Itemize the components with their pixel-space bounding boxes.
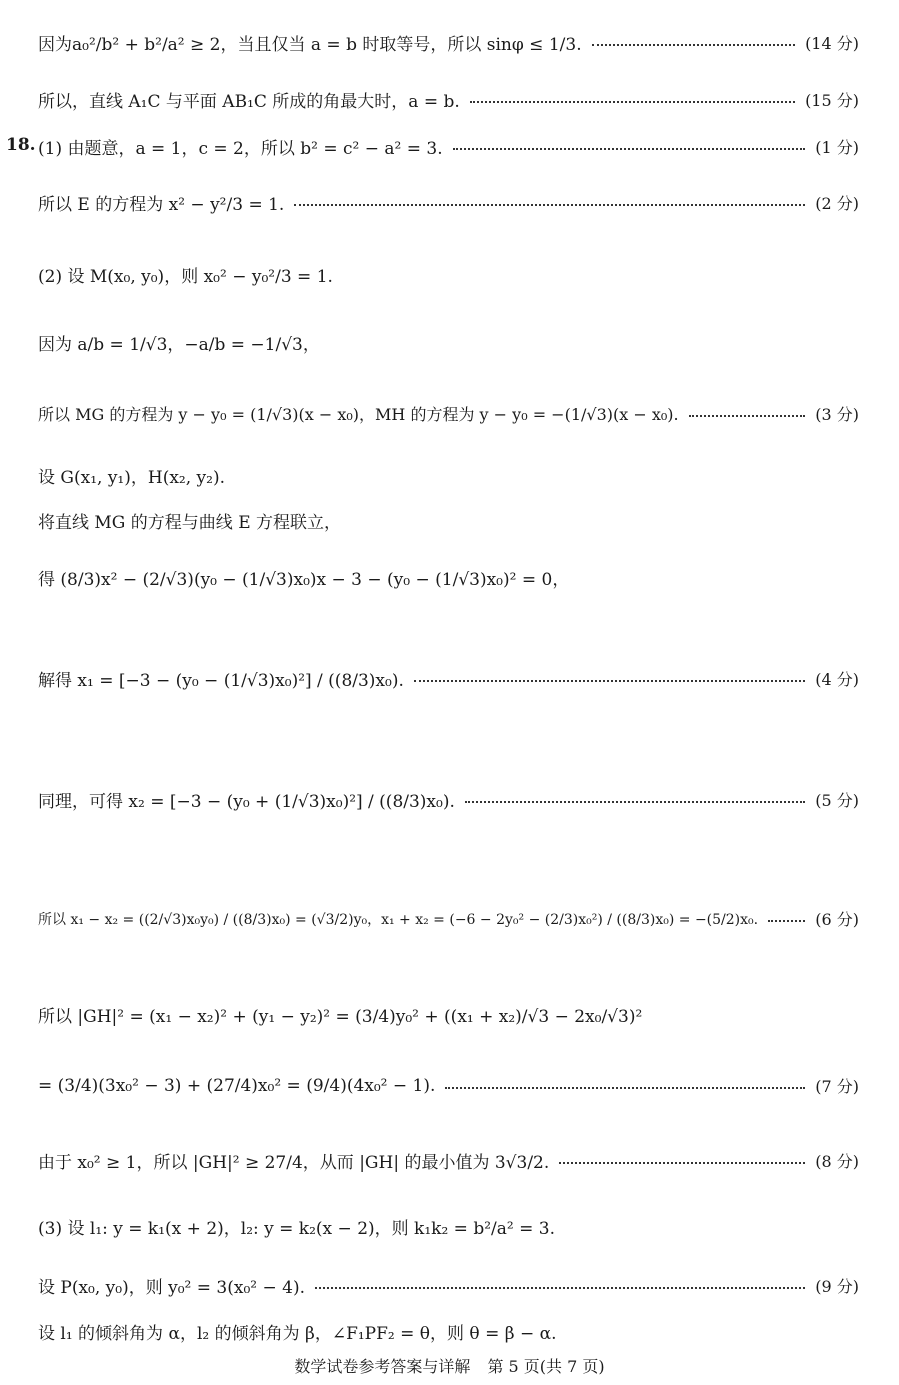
dot-leader	[559, 1162, 805, 1164]
dot-leader	[592, 44, 795, 46]
dot-leader	[453, 148, 806, 150]
score-label: (6 分)	[815, 910, 859, 929]
line-11	[38, 666, 859, 691]
line-text: 设 P(x₀, y₀)，则 y₀² = 3(x₀² − 4).	[38, 1278, 305, 1298]
line-14	[38, 1002, 859, 1027]
line-16	[38, 1148, 859, 1173]
line-text: 得 (8/3)x² − (2/√3)(y₀ − (1/√3)x₀)x − 3 − (y₀ − (1/√3)x₀)² = 0，	[38, 570, 570, 590]
score-label: (1 分)	[815, 138, 859, 157]
line-text: 因为 a/b = 1/√3，−a/b = −1/√3，	[38, 335, 320, 355]
line-text: 所以 x₁ − x₂ = ((2/√3)x₀y₀) / ((8/3)x₀) = (√3/2)y₀，x₁ + x₂ = (−6 − 2y₀² − (2/3)x₀²) / ((8/3)x₀) = −(5/2)x₀.	[38, 911, 759, 928]
line-3	[38, 134, 859, 159]
line-2	[38, 87, 859, 112]
footer-page-number: 第 5 页(共 7 页)	[487, 1357, 605, 1376]
dot-leader	[768, 920, 805, 922]
line-text: 解得 x₁ = [−3 − (y₀ − (1/√3)x₀)²] / ((8/3)x₀).	[38, 671, 404, 691]
line-text: = (3/4)(3x₀² − 3) + (27/4)x₀² = (9/4)(4x₀² − 1).	[38, 1075, 436, 1096]
line-19	[38, 1319, 859, 1344]
score-label: (7 分)	[815, 1077, 859, 1096]
page-footer	[0, 1354, 899, 1377]
dot-leader	[445, 1087, 805, 1089]
line-text: 设 l₁ 的倾斜角为 α，l₂ 的倾斜角为 β，∠F₁PF₂ = θ，则 θ = β − α.	[38, 1324, 557, 1344]
score-label: (2 分)	[815, 194, 859, 213]
line-5	[38, 262, 859, 287]
line-text: 所以，直线 A₁C 与平面 AB₁C 所成的角最大时，a = b.	[38, 92, 460, 112]
score-label: (8 分)	[815, 1152, 859, 1171]
line-text: 同理，可得 x₂ = [−3 − (y₀ + (1/√3)x₀)²] / ((8/3)x₀).	[38, 792, 455, 812]
dot-leader	[315, 1287, 805, 1289]
line-text: 因为a₀²/b² + b²/a² ≥ 2，当且仅当 a = b 时取等号，所以 sinφ ≤ 1/3.	[38, 35, 582, 55]
score-label: (14 分)	[805, 34, 859, 53]
line-text: (1) 由题意，a = 1，c = 2，所以 b² = c² − a² = 3.	[38, 139, 443, 159]
line-4	[38, 190, 859, 215]
dot-leader	[414, 680, 805, 682]
dot-leader	[689, 415, 806, 417]
line-8	[38, 463, 859, 488]
line-7	[38, 402, 859, 425]
line-1	[38, 30, 859, 55]
line-text: 所以 MG 的方程为 y − y₀ = (1/√3)(x − x₀)，MH 的方程为 y − y₀ = −(1/√3)(x − x₀).	[38, 405, 679, 424]
dot-leader	[294, 204, 805, 206]
score-label: (3 分)	[815, 405, 859, 424]
dot-leader	[465, 801, 805, 803]
line-text: 设 G(x₁, y₁)，H(x₂, y₂).	[38, 468, 225, 488]
line-6	[38, 330, 859, 355]
score-label: (9 分)	[815, 1277, 859, 1296]
line-10	[38, 565, 859, 590]
line-text: 所以 E 的方程为 x² − y²/3 = 1.	[38, 195, 285, 215]
line-9	[38, 508, 859, 533]
line-text: (2) 设 M(x₀, y₀)，则 x₀² − y₀²/3 = 1.	[38, 267, 333, 287]
question-number: 18.	[6, 135, 36, 155]
dot-leader	[470, 101, 795, 103]
line-12	[38, 787, 859, 812]
line-18	[38, 1273, 859, 1298]
footer-title: 数学试卷参考答案与详解	[294, 1357, 471, 1376]
line-13	[38, 907, 859, 930]
line-text: 将直线 MG 的方程与曲线 E 方程联立，	[38, 513, 342, 533]
score-label: (5 分)	[815, 791, 859, 810]
line-15	[38, 1074, 859, 1097]
line-17	[38, 1214, 859, 1239]
line-text: 所以 |GH|² = (x₁ − x₂)² + (y₁ − y₂)² = (3/4)y₀² + ((x₁ + x₂)/√3 − 2x₀/√3)²	[38, 1007, 643, 1027]
line-text: (3) 设 l₁: y = k₁(x + 2)，l₂: y = k₂(x − 2)，则 k₁k₂ = b²/a² = 3.	[38, 1219, 555, 1239]
line-text: 由于 x₀² ≥ 1，所以 |GH|² ≥ 27/4，从而 |GH| 的最小值为 3√3/2.	[38, 1153, 550, 1173]
score-label: (15 分)	[805, 91, 859, 110]
score-label: (4 分)	[815, 670, 859, 689]
